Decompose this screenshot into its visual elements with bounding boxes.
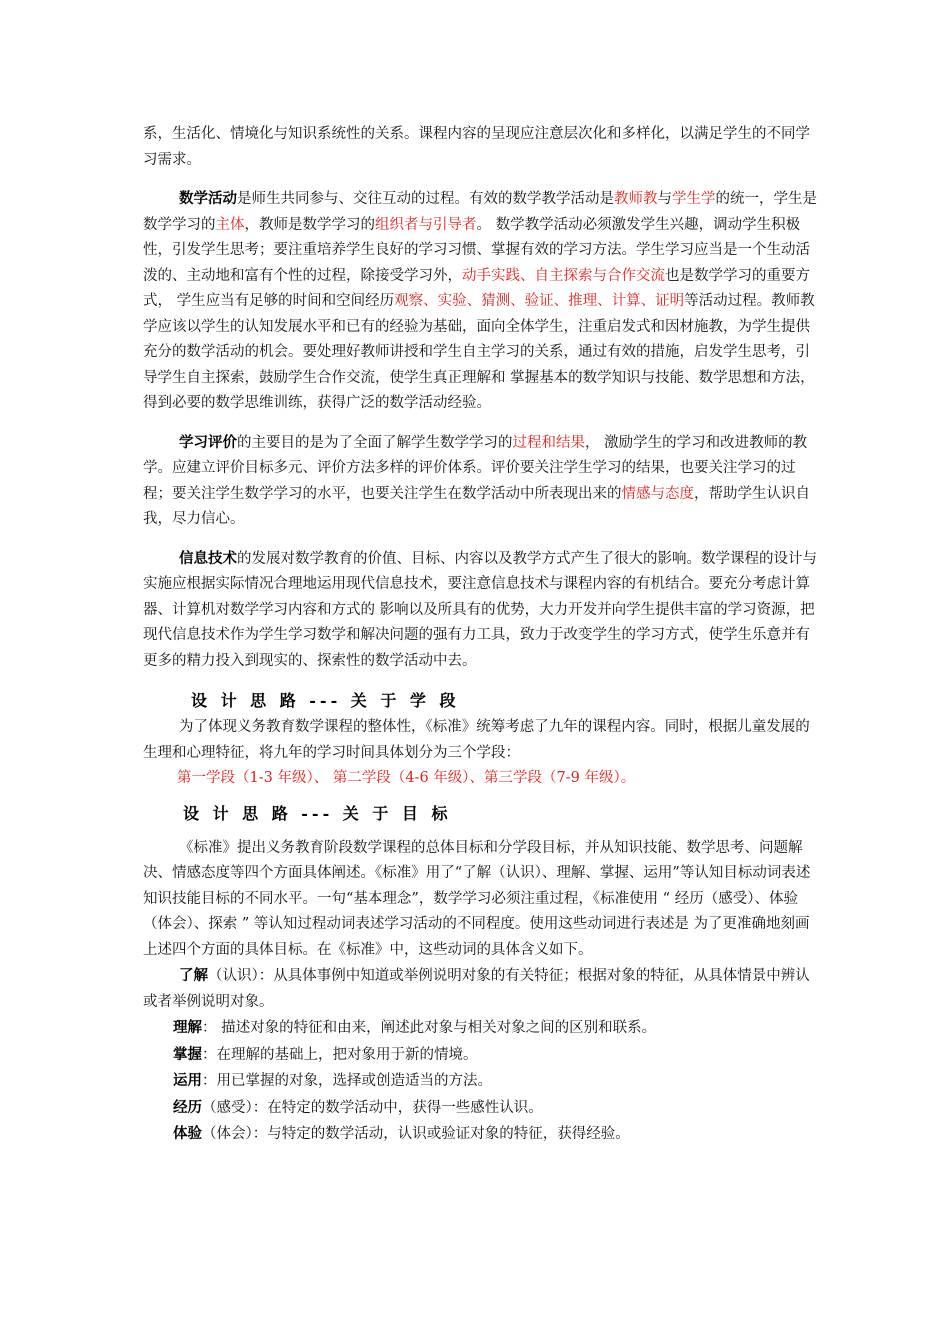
paragraph-text: ，帮助学生认识自我，尽力信心。 xyxy=(143,485,810,527)
paragraph-text: 为了体现义务教育数学课程的整体性，《标准》统筹考虑了九年的课程内容。同时，根据儿童发展的生理和心理特征，将九年的学习时间具体划分为三个学段： xyxy=(143,719,810,761)
highlight-text: 过程和结果 xyxy=(512,434,585,451)
definition-comprehend xyxy=(143,1015,823,1042)
highlight-text: 教师教 xyxy=(614,191,658,207)
document-content xyxy=(143,122,823,1148)
paragraph-text: 《标准》提出义务教育阶段数学课程的总体目标和分学段目标，并从知识技能、数学思考、问题解决、情感态度等四个方面具体阐述。《标准》用了“了解（认识）、理解、掌握、运用”等认知目标动词表述知识技能目标的不同水平。一句“基本理念”，数学学习必须注重过程，《标准使用 “ 经历（感受）、体验（体会）、探索 ” 等认知过程动词表述学习活动的不同程度。使用这些动词进行表述是 为了更准确地刻画上述四个方面的具体目标。在《标准》中，这些动词的具体含义如下。 xyxy=(143,839,811,958)
definition-text: ：用已掌握的对象，选择或创造适当的方法。 xyxy=(202,1073,492,1089)
definition-apply xyxy=(143,1068,823,1095)
definition-term: 掌握 xyxy=(173,1045,202,1063)
highlight-text: 观察、实验、猜测、验证、推理、计算、证明 xyxy=(394,293,685,309)
heading-stages: 设 计 思 路 --- 关 于 学 段 xyxy=(191,691,460,710)
paragraph-goals xyxy=(143,836,823,964)
definition-feel xyxy=(143,1121,823,1148)
term-learning-evaluation: 学习评价 xyxy=(179,433,237,451)
definition-text: ：在理解的基础上，把对象用于新的情境。 xyxy=(202,1046,478,1063)
term-math-activity: 数学活动 xyxy=(179,190,237,207)
definition-text: （体会）：与特定的数学活动，认识或验证对象的特征，获得经验。 xyxy=(202,1126,630,1142)
paragraph-text: 的统一，学生是数学学习的 xyxy=(143,191,817,233)
paragraph-text: 的主要目的是为了全面了解学生数学学习的 xyxy=(237,434,513,451)
paragraph-text: ， 激励学生的学习和改进教师的教学。应建立评价目标多元、评价方法多样的评价体系。评价要关注学生学习的结果，也要关注学习的过程；要关注学生数学学习的水平，也要关注学生在数学活动中所表现出来的 xyxy=(143,434,808,502)
heading-goals: 设 计 思 路 --- 关 于 目 标 xyxy=(183,803,452,823)
definition-term: 运用 xyxy=(173,1072,202,1089)
paragraph-text: 。 数学教学活动必须激发学生兴趣，调动学生积极性，引发学生思考；要注重培养学生良好的学习习惯、掌握有效的学习方法。学生学习应当是一个生动活泼的、主动地和富有个性的过程，除接受学习外， xyxy=(143,216,810,284)
definition-master xyxy=(143,1042,823,1069)
highlight-text: 情感与态度 xyxy=(621,485,694,502)
paragraph-stages xyxy=(143,715,823,766)
paragraph-text: 与 xyxy=(657,191,672,207)
definition-term: 理解 xyxy=(173,1019,202,1036)
term-information-technology: 信息技术 xyxy=(179,549,237,567)
definition-text: ： 描述对象的特征和由来，阐述此对象与相关对象之间的区别和联系。 xyxy=(202,1020,657,1036)
paragraph-math-activity xyxy=(143,186,823,417)
paragraph-text: 的发展对数学教育的价值、目标、内容以及教学方式产生了很大的影响。数学课程的设计与实施应根据实际情况合理地运用现代信息技术，要注意信息技术与课程内容的有机结合。要充分考虑计算器、计算机对数学学习内容和方式的 影响以及所具有的优势，大力开发并向学生提供丰富的学习资源，把现代信息技术作为学生学习数学和解决问题的强有力工具，致力于改变学生的学习方式，使学生乐意并有更多的精力投入到现实的、探索性的数学活动中去。 xyxy=(143,550,817,669)
paragraph-learning-evaluation xyxy=(143,430,823,533)
paragraph-information-technology xyxy=(143,546,823,675)
paragraph-course-content xyxy=(143,122,823,173)
paragraph-text: 是师生共同参与、交往互动的过程。有效的数学教学活动是 xyxy=(237,191,614,207)
highlight-text: 组织者与引导者 xyxy=(375,216,477,233)
paragraph-text: 系，生活化、情境化与知识系统性的关系。课程内容的呈现应注意层次化和多样化，以满足学生的不同学习需求。 xyxy=(143,126,810,168)
definition-term: 经历 xyxy=(173,1098,202,1116)
definition-term: 了解 xyxy=(179,967,208,984)
definition-understand xyxy=(143,963,823,1015)
stages-list: 第一学段（1-3 年级）、 第二学段（4-6 年级）、第三学段（7-9 年级）。 xyxy=(177,770,636,786)
definition-experience xyxy=(143,1095,823,1122)
paragraph-text: 也是数学学习的重要方式， 学生应当有足够的时间和空间经历 xyxy=(143,267,810,309)
highlight-text: 动手实践、自主探索与合作交流 xyxy=(462,267,665,284)
highlight-text: 学生学 xyxy=(672,191,716,207)
paragraph-text: ，教师是数学学习的 xyxy=(244,216,375,233)
definition-text: （认识）：从具体事例中知道或举例说明对象的有关特征；根据对象的特征，从具体情景中辨认或者举例说明对象。 xyxy=(143,968,810,1010)
definition-text: （感受）：在特定的数学活动中，获得一些感性认识。 xyxy=(202,1099,543,1116)
definition-term: 体验 xyxy=(173,1125,202,1142)
paragraph-text: 等活动过程。教师教学应该以学生的认知发展水平和已有的经验为基础，面向全体学生，注重启发式和因材施教，为学生提供充分的数学活动的机会。要处理好教师讲授和学生自主学习的关系，通过有效的措施，启发学生思考，引导学生自主探索，鼓励学生合作交流，使学生真正理解和 掌握基本的数学知识与技能、数学思想和方法，得到必要的数学思维训练，获得广泛的数学活动经验。 xyxy=(143,293,815,411)
highlight-text: 主体 xyxy=(215,216,245,233)
